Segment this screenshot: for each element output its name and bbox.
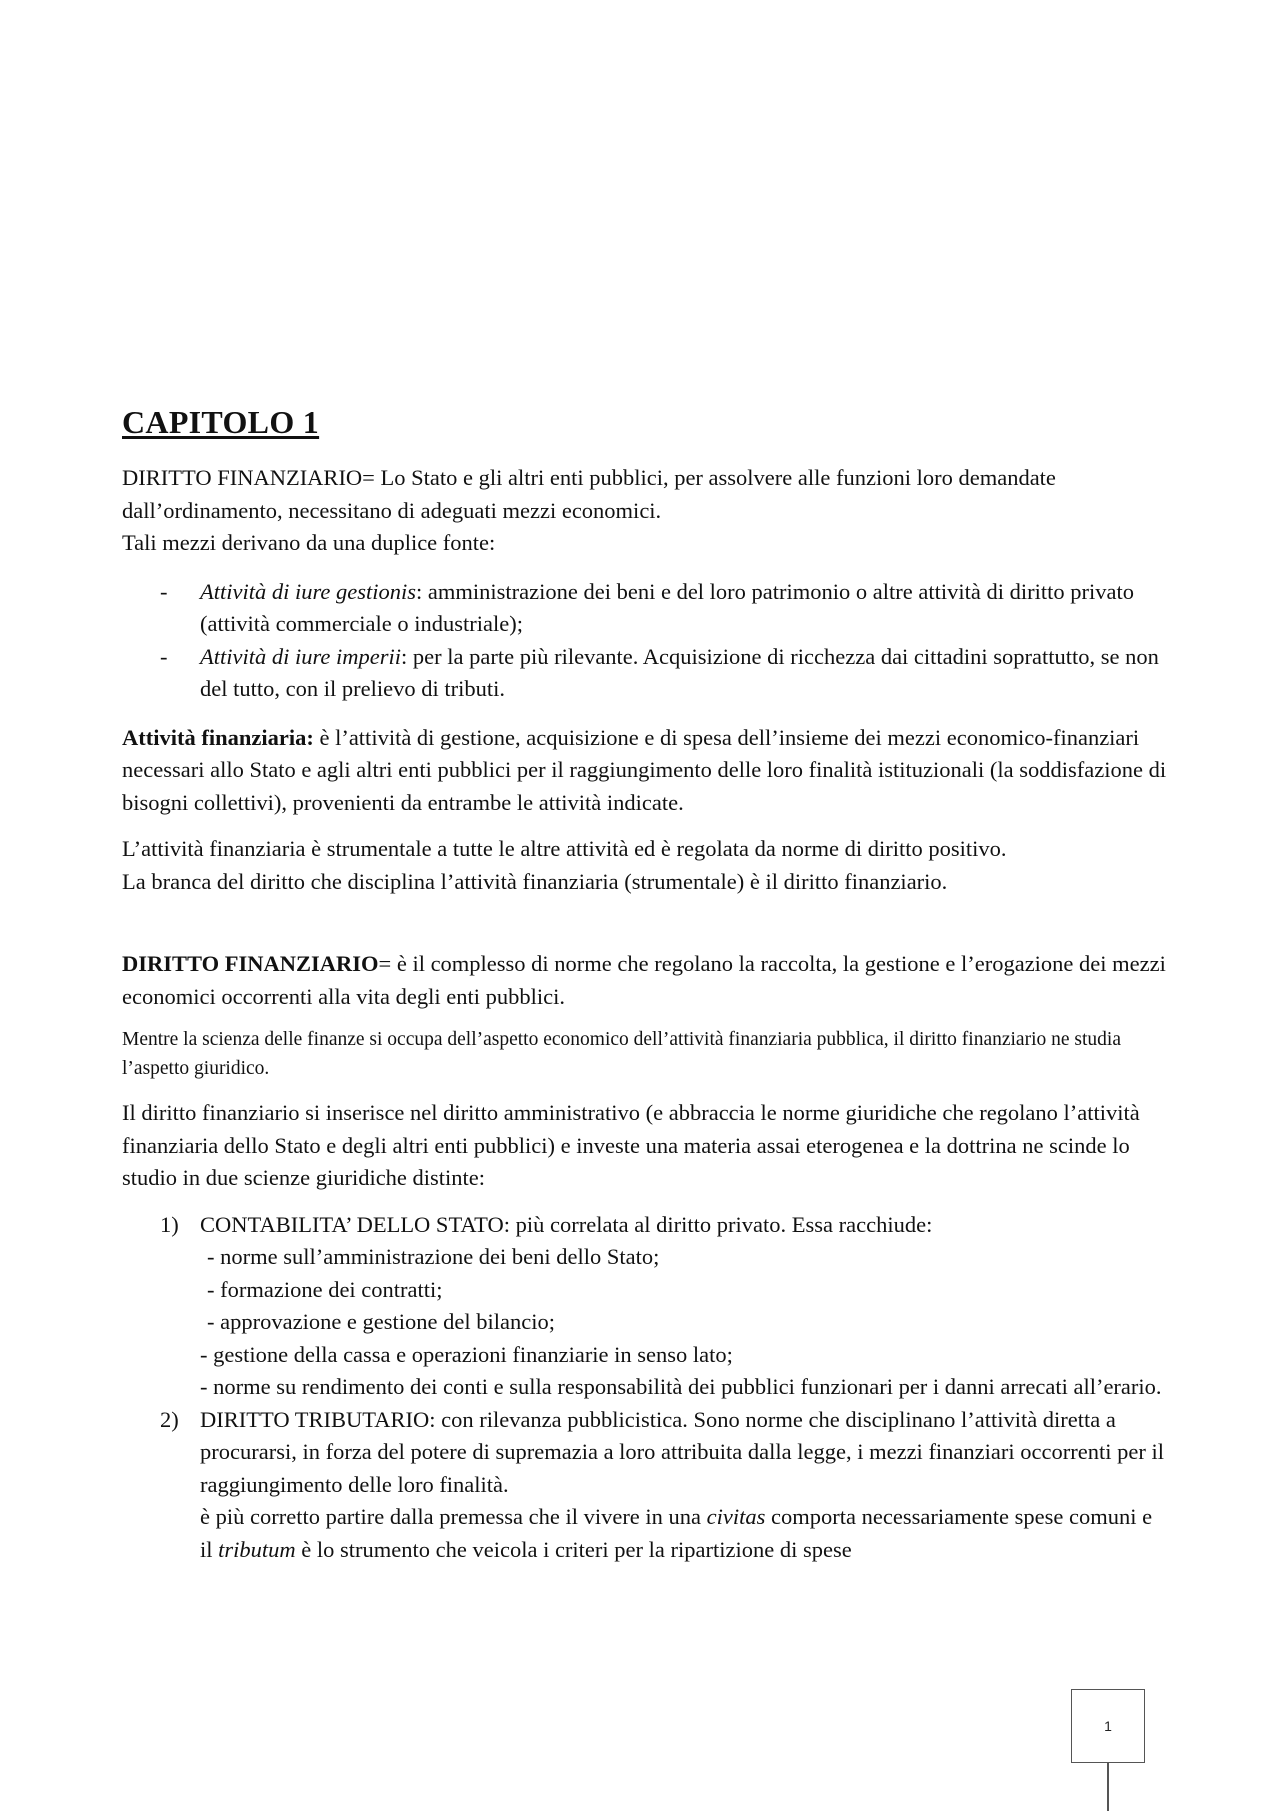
definizione-text: = è il complesso di norme che regolano la raccolta, la gestione e l’erogazione dei mezzi economici occorrenti alla vita degli enti pubblici. bbox=[122, 951, 1166, 1009]
tributum-term: tributum bbox=[218, 1536, 296, 1562]
strumentale-paragraph bbox=[122, 833, 1168, 898]
item-number: 1) bbox=[160, 1211, 179, 1237]
inserimento-paragraph: Il diritto finanziario si inserisce nel diritto amministrativo (e abbraccia le norme giuridiche che regolano l’attività finanziaria dello Stato e degli altri enti pubblici) e investe una materia assai eterogenea e la dottrina ne scinde lo studio in due scienze giuridiche distinte: bbox=[122, 1100, 1140, 1190]
sub-item: - norme su rendimento dei conti e sulla responsabilità dei pubblici funzionari per i danni arrecati all’erario. bbox=[200, 1374, 1162, 1399]
dash-bullet: - bbox=[160, 578, 168, 604]
source-text: : per la parte più rilevante. Acquisizione di ricchezza dai cittadini soprattutto, se non del tutto, con il prelievo di tributi. bbox=[200, 643, 1159, 701]
attivita-paragraph bbox=[122, 722, 1168, 820]
sub-item: - norme sull’amministrazione dei beni dello Stato; bbox=[207, 1244, 660, 1269]
list-item bbox=[122, 641, 1168, 706]
strumentale-line-1: L’attività finanziaria è strumentale a tutte le altre attività ed è regolata da norme di diritto positivo. bbox=[122, 836, 1007, 861]
intro-line-2: Tali mezzi derivano da una duplice fonte: bbox=[122, 530, 496, 555]
continuation-b: comporta necessariamente spese comuni e il bbox=[200, 1504, 1153, 1562]
sub-item: - gestione della cassa e operazioni finanziarie in senso lato; bbox=[200, 1341, 733, 1367]
source-term: Attività di iure imperii bbox=[200, 643, 402, 669]
page-number-connector bbox=[1107, 1763, 1109, 1811]
attivita-term: Attività finanziaria: bbox=[122, 724, 314, 750]
list-item bbox=[122, 1209, 1168, 1404]
strumentale-line-2: La branca del diritto che disciplina l’attività finanziaria (strumentale) è il diritto finanziario. bbox=[122, 868, 948, 894]
intro-paragraph bbox=[122, 462, 1168, 560]
sub-item: - formazione dei contratti; bbox=[207, 1276, 443, 1302]
chapter-title: CAPITOLO 1 bbox=[122, 404, 320, 440]
attivita-text: è l’attività di gestione, acquisizione e di spesa dell’insieme dei mezzi economico-finanziari necessari allo Stato e agli altri enti pubblici per il raggiungimento delle loro finalità istituzionali (la soddisfazione di bisogni collettivi), provenienti da entrambe le attività indicate. bbox=[122, 724, 1167, 815]
list-item bbox=[122, 576, 1168, 641]
scienze-list bbox=[122, 1209, 1168, 1567]
definizione-paragraph bbox=[122, 948, 1168, 1013]
dash-bullet: - bbox=[160, 643, 168, 669]
page-number-box bbox=[1071, 1689, 1145, 1763]
intro-line-1: DIRITTO FINANZIARIO= Lo Stato e gli altri enti pubblici, per assolvere alle funzioni loro demandate dall’ordinamento, necessitano di adeguati mezzi economici. bbox=[122, 465, 1056, 523]
continuation-c: è lo strumento che veicola i criteri per la ripartizione di spese bbox=[295, 1536, 852, 1562]
item-continuation bbox=[200, 1501, 1168, 1566]
civitas-term: civitas bbox=[706, 1504, 766, 1529]
page-number: 1 bbox=[1104, 1718, 1112, 1734]
scienza-paragraph: Mentre la scienza delle finanze si occupa dell’aspetto economico dell’attività finanziaria pubblica, il diritto finanziario ne studia l’aspetto giuridico. bbox=[122, 1029, 1121, 1079]
continuation-a: è più corretto partire dalla premessa che il vivere in una bbox=[200, 1504, 707, 1529]
sources-list bbox=[122, 576, 1168, 706]
sub-item: - approvazione e gestione del bilancio; bbox=[207, 1309, 555, 1334]
item-text: DIRITTO TRIBUTARIO: con rilevanza pubblicistica. Sono norme che disciplinano l’attività diretta a procurarsi, in forza del potere di supremazia a loro attribuita dalla legge, i mezzi finanziari occorrenti per il raggiungimento delle loro finalità. bbox=[200, 1406, 1164, 1497]
item-number: 2) bbox=[160, 1406, 179, 1432]
definizione-term: DIRITTO FINANZIARIO bbox=[122, 951, 379, 976]
item-text: CONTABILITA’ DELLO STATO: più correlata al diritto privato. Essa racchiude: bbox=[200, 1211, 933, 1237]
document-body bbox=[122, 462, 1168, 1566]
source-term: Attività di iure gestionis bbox=[200, 578, 417, 604]
source-text: : amministrazione dei beni e del loro patrimonio o altre attività di diritto privato (attività commerciale o industriale); bbox=[200, 578, 1134, 636]
list-item bbox=[122, 1404, 1168, 1567]
